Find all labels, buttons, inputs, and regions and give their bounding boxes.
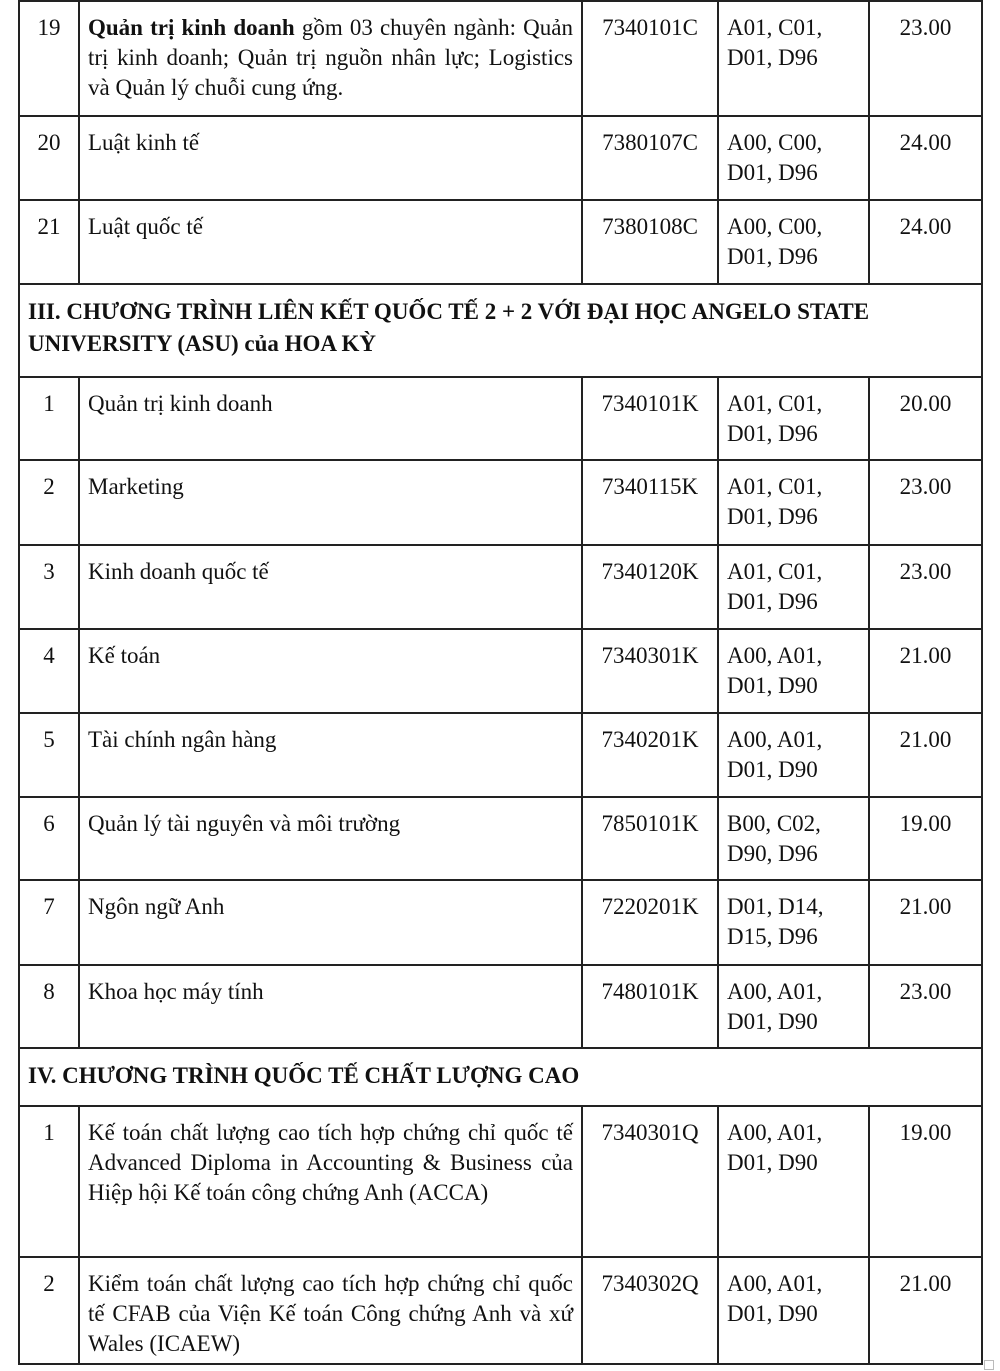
table-row [19,880,982,965]
admission-score: 21.00 [869,880,982,965]
subject-groups: A01, C01, D01, D96 [718,545,869,629]
row-number: 4 [19,629,79,713]
program-name: Ngôn ngữ Anh [79,880,582,965]
admission-score: 20.00 [869,377,982,460]
row-number: 5 [19,713,79,797]
section-header-row [19,1048,982,1106]
program-code: 7340115K [582,460,718,545]
row-number: 8 [19,965,79,1048]
subject-groups: D01, D14, D15, D96 [718,880,869,965]
program-code: 7380108C [582,200,718,284]
admission-score: 21.00 [869,713,982,797]
subject-groups: A01, C01, D01, D96 [718,460,869,545]
subject-groups: B00, C02, D90, D96 [718,797,869,880]
admission-score: 23.00 [869,460,982,545]
admission-score: 21.00 [869,629,982,713]
section-header-row [19,284,982,377]
program-code: 7340101K [582,377,718,460]
admission-score: 19.00 [869,1106,982,1257]
subject-groups: A00, C00, D01, D96 [718,116,869,200]
subject-groups: A00, C00, D01, D96 [718,200,869,284]
table-row [19,460,982,545]
program-name: Kinh doanh quốc tế [79,545,582,629]
table-row [19,200,982,284]
table-row [19,713,982,797]
row-number: 7 [19,880,79,965]
program-code: 7340120K [582,545,718,629]
program-code: 7850101K [582,797,718,880]
program-name-bold: Quản trị kinh doanh [88,15,295,40]
program-code: 7340301K [582,629,718,713]
subject-groups: A00, A01, D01, D90 [718,1257,869,1364]
row-number: 1 [19,377,79,460]
section-iv-title: IV. CHƯƠNG TRÌNH QUỐC TẾ CHẤT LƯỢNG CAO [19,1048,982,1106]
subject-groups: A00, A01, D01, D90 [718,629,869,713]
subject-groups: A00, A01, D01, D90 [718,1106,869,1257]
admission-score: 24.00 [869,116,982,200]
row-number: 6 [19,797,79,880]
table-row [19,1257,982,1364]
program-name: Luật quốc tế [79,200,582,284]
program-name: Marketing [79,460,582,545]
program-code: 7340302Q [582,1257,718,1364]
table-row [19,1106,982,1257]
program-name [79,1,582,116]
admission-score: 23.00 [869,965,982,1048]
admission-score: 23.00 [869,545,982,629]
program-code: 7340301Q [582,1106,718,1257]
row-number: 21 [19,200,79,284]
table-row [19,377,982,460]
program-code: 7340201K [582,713,718,797]
row-number: 2 [19,1257,79,1364]
table-row [19,545,982,629]
program-name: Kế toán [79,629,582,713]
program-code: 7480101K [582,965,718,1048]
subject-groups: A01, C01, D01, D96 [718,1,869,116]
row-number: 3 [19,545,79,629]
admission-score: 21.00 [869,1257,982,1364]
program-code: 7220201K [582,880,718,965]
table-row [19,629,982,713]
subject-groups: A01, C01, D01, D96 [718,377,869,460]
table-row [19,797,982,880]
row-number: 19 [19,1,79,116]
page-corner-marker [984,1360,994,1370]
section-iii-title: III. CHƯƠNG TRÌNH LIÊN KẾT QUỐC TẾ 2 + 2 VỚI ĐẠI HỌC ANGELO STATE UNIVERSITY (ASU) của HOA KỲ [19,284,982,377]
program-name: Luật kinh tế [79,116,582,200]
program-name: Tài chính ngân hàng [79,713,582,797]
program-code: 7340101C [582,1,718,116]
row-number: 2 [19,460,79,545]
program-name: Quản lý tài nguyên và môi trường [79,797,582,880]
subject-groups: A00, A01, D01, D90 [718,713,869,797]
admission-scores-document [18,0,981,1365]
admission-score: 19.00 [869,797,982,880]
table-row [19,1,982,116]
row-number: 1 [19,1106,79,1257]
admission-score: 23.00 [869,1,982,116]
program-name: Kiểm toán chất lượng cao tích hợp chứng chỉ quốc tế CFAB của Viện Kế toán Công chứng Anh và xứ Wales (ICAEW) [79,1257,582,1364]
program-name: Kế toán chất lượng cao tích hợp chứng chỉ quốc tế Advanced Diploma in Accounting & Business của Hiệp hội Kế toán công chứng Anh (ACCA) [79,1106,582,1257]
program-code: 7380107C [582,116,718,200]
table-row [19,116,982,200]
program-name: Khoa học máy tính [79,965,582,1048]
table-row [19,965,982,1048]
admission-score: 24.00 [869,200,982,284]
program-name: Quản trị kinh doanh [79,377,582,460]
row-number: 20 [19,116,79,200]
program-name-detail: gồm 03 chuyên ngành: Quản trị kinh doanh; Quản trị nguồn nhân lực; Logistics và Quản lý chuỗi cung ứng. [88,15,573,100]
subject-groups: A00, A01, D01, D90 [718,965,869,1048]
admission-scores-table [18,0,983,1365]
